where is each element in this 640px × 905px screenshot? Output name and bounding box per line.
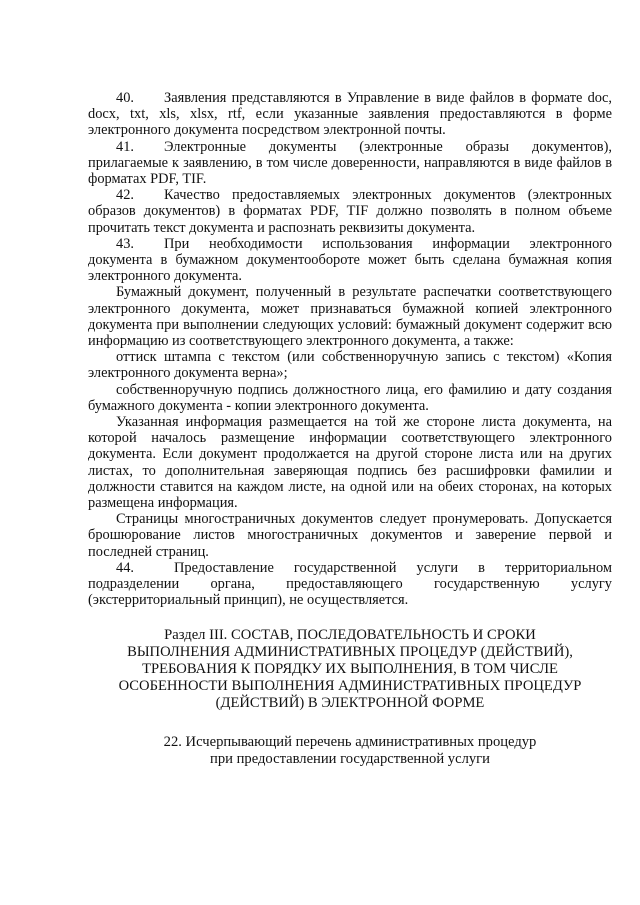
paragraph-signature: собственноручную подпись должностного лица, его фамилию и дату создания бумажного документа - копии электронного документа. <box>88 381 612 414</box>
paragraph-number: 43. <box>116 235 134 252</box>
paragraph-multipage: Страницы многостраничных документов следует пронумеровать. Допускается брошюрование листов многостраничных документов и заверение первой и последней страниц. <box>88 511 612 560</box>
paragraph-number: 42. <box>116 187 134 204</box>
paragraph-42 <box>88 187 612 236</box>
section-title <box>88 627 612 712</box>
section-title-line: ОСОБЕННОСТИ ВЫПОЛНЕНИЯ АДМИНИСТРАТИВНЫХ ПРОЦЕДУР <box>118 677 582 694</box>
paragraph-text: Электронные документы (электронные образы документов), прилагаемые к заявлению, в том числе доверенности, направляются в виде файлов в форматах PDF, TIF. <box>88 138 612 188</box>
section-title-line: ТРЕБОВАНИЯ К ПОРЯДКУ ИХ ВЫПОЛНЕНИЯ, В ТОМ ЧИСЛЕ <box>142 660 558 677</box>
paragraph-text: Качество предоставляемых электронных документов (электронных образов документов) в форматах PDF, TIF должно позволять в полном объеме прочитать текст документа и распознать реквизиты документа. <box>88 187 612 236</box>
paragraph-number: 41. <box>116 138 134 155</box>
subsection-title-line: 22. Исчерпывающий перечень административных процедур <box>163 733 537 750</box>
section-title-line: Раздел III. СОСТАВ, ПОСЛЕДОВАТЕЛЬНОСТЬ И СРОКИ <box>164 626 536 643</box>
section-title-line: (ДЕЙСТВИЙ) В ЭЛЕКТРОННОЙ ФОРМЕ <box>215 694 485 711</box>
paragraph-43 <box>88 236 612 285</box>
subsection-title-line: при предоставлении государственной услуги <box>210 750 490 767</box>
paragraph-40 <box>88 90 612 139</box>
paragraph-number: 44. <box>116 559 134 576</box>
paragraph-41 <box>88 139 612 188</box>
document-page <box>88 90 612 768</box>
paragraph-stamp: оттиск штампа с текстом (или собственноручную запись с текстом) «Копия электронного документа верна»; <box>88 349 612 382</box>
paragraph-placement: Указанная информация размещается на той же стороне листа документа, на которой началось размещение информации соответствующего электронного документа. Если документ продолжается на другой стороне листа или на других листах, то дополнительная заверяющая подпись без расшифровки фамилии и должности ставится на каждом листе, на одной или на обеих сторонах, на которых размещена информация. <box>88 414 612 512</box>
paragraph-text: Предоставление государственной услуги в территориальном подразделении органа, предоставляющего государственную услугу (экстерриториальный принцип), не осуществляется. <box>88 559 612 609</box>
paragraph-number: 40. <box>116 90 134 106</box>
paragraph-text: Заявления представляются в Управление в виде файлов в формате doc, docx, txt, xls, xlsx, rtf, если указанные заявления предоставляются в форме электронного документа посредством электронной почты. <box>88 90 612 139</box>
paragraph-text: При необходимости использования информации электронного документа в бумажном документообороте может быть сделана бумажная копия электронного документа. <box>88 235 612 285</box>
subsection-title <box>88 734 612 768</box>
section-title-line: ВЫПОЛНЕНИЯ АДМИНИСТРАТИВНЫХ ПРОЦЕДУР (ДЕЙСТВИЙ), <box>127 643 573 660</box>
paragraph-44 <box>88 560 612 609</box>
paragraph-paper-copy: Бумажный документ, полученный в результате распечатки соответствующего электронного документа, может признаваться бумажной копией электронного документа при выполнении следующих условий: бумажный документ содержит всю информацию из соответствующего электронного документа, а также: <box>88 284 612 350</box>
